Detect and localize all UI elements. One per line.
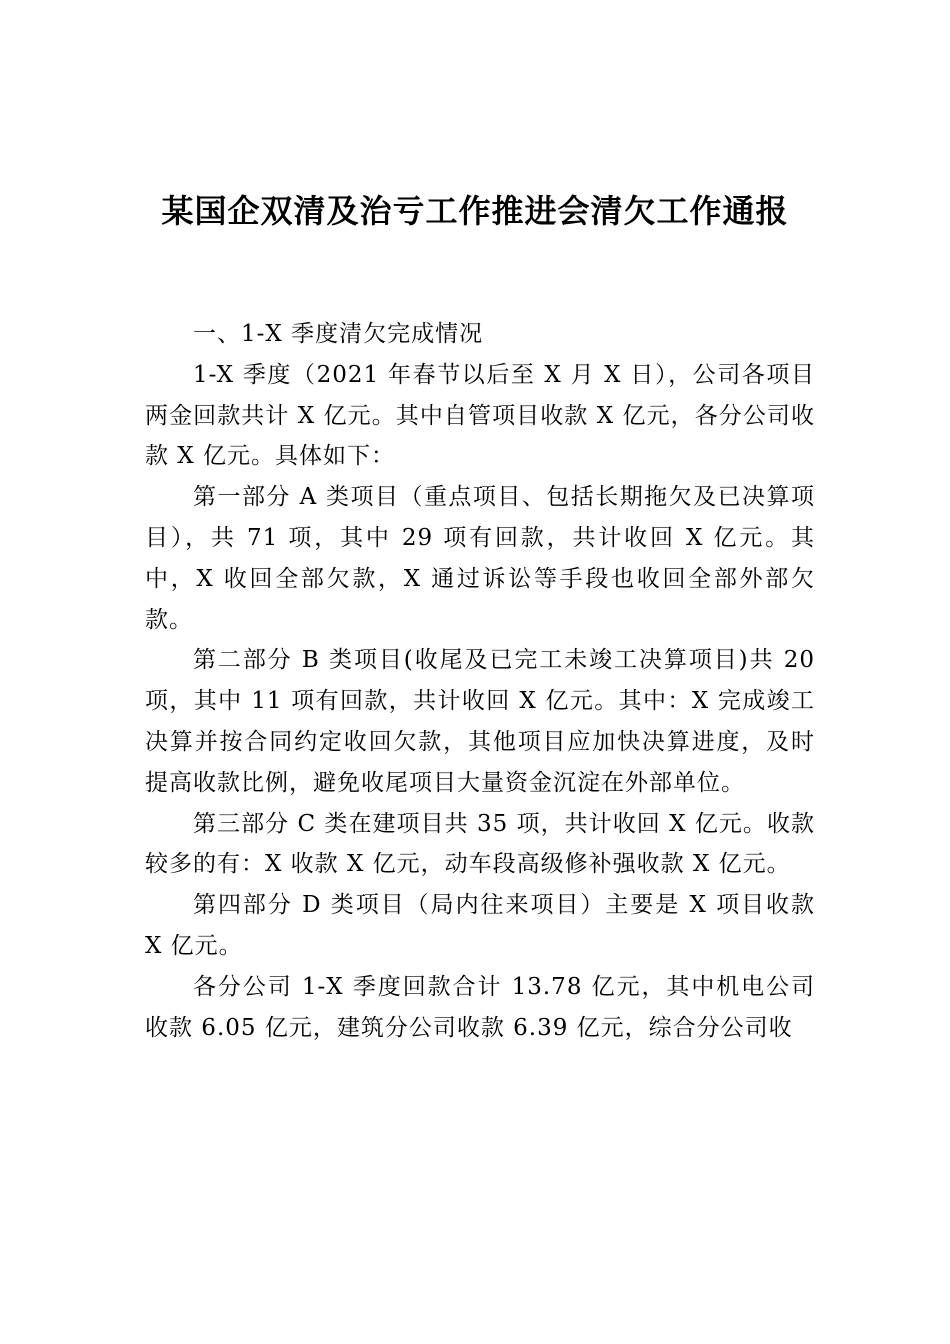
paragraph-part-d: 第四部分 D 类项目（局内往来项目）主要是 X 项目收款 X 亿元。: [145, 892, 815, 959]
document-title: 某国企双清及治亏工作推进会清欠工作通报: [161, 192, 789, 230]
paragraph-part-b: 第二部分 B 类项目(收尾及已完工未竣工决算项目)共 20 项，其中 11 项有回款，共计收回 X 亿元。其中：X 完成竣工决算并按合同约定收回欠款，其他项目应加快决算进度，及时提高收款比例，避免收尾项目大量资金沉淀在外部单位。: [145, 647, 815, 796]
paragraph-part-c: 第三部分 C 类在建项目共 35 项，共计收回 X 亿元。收款较多的有：X 收款 X 亿元，动车段高级修补强收款 X 亿元。: [145, 810, 815, 878]
paragraph-summary: 1-X 季度（2021 年春节以后至 X 月 X 日），公司各项目两金回款共计 X 亿元。其中自管项目收款 X 亿元，各分公司收款 X 亿元。具体如下：: [145, 361, 815, 470]
document-body: [145, 314, 815, 1048]
paragraph-branches: 各分公司 1-X 季度回款合计 13.78 亿元，其中机电公司收款 6.05 亿元，建筑分公司收款 6.39 亿元，综合分公司收: [145, 973, 815, 1041]
paragraph-part-a: 第一部分 A 类项目（重点项目、包括长期拖欠及已决算项目），共 71 项，其中 29 项有回款，共计收回 X 亿元。其中，X 收回全部欠款，X 通过诉讼等手段也收回全部外部欠款。: [145, 484, 815, 633]
section-heading: 一、1-X 季度清欠完成情况: [193, 321, 484, 347]
